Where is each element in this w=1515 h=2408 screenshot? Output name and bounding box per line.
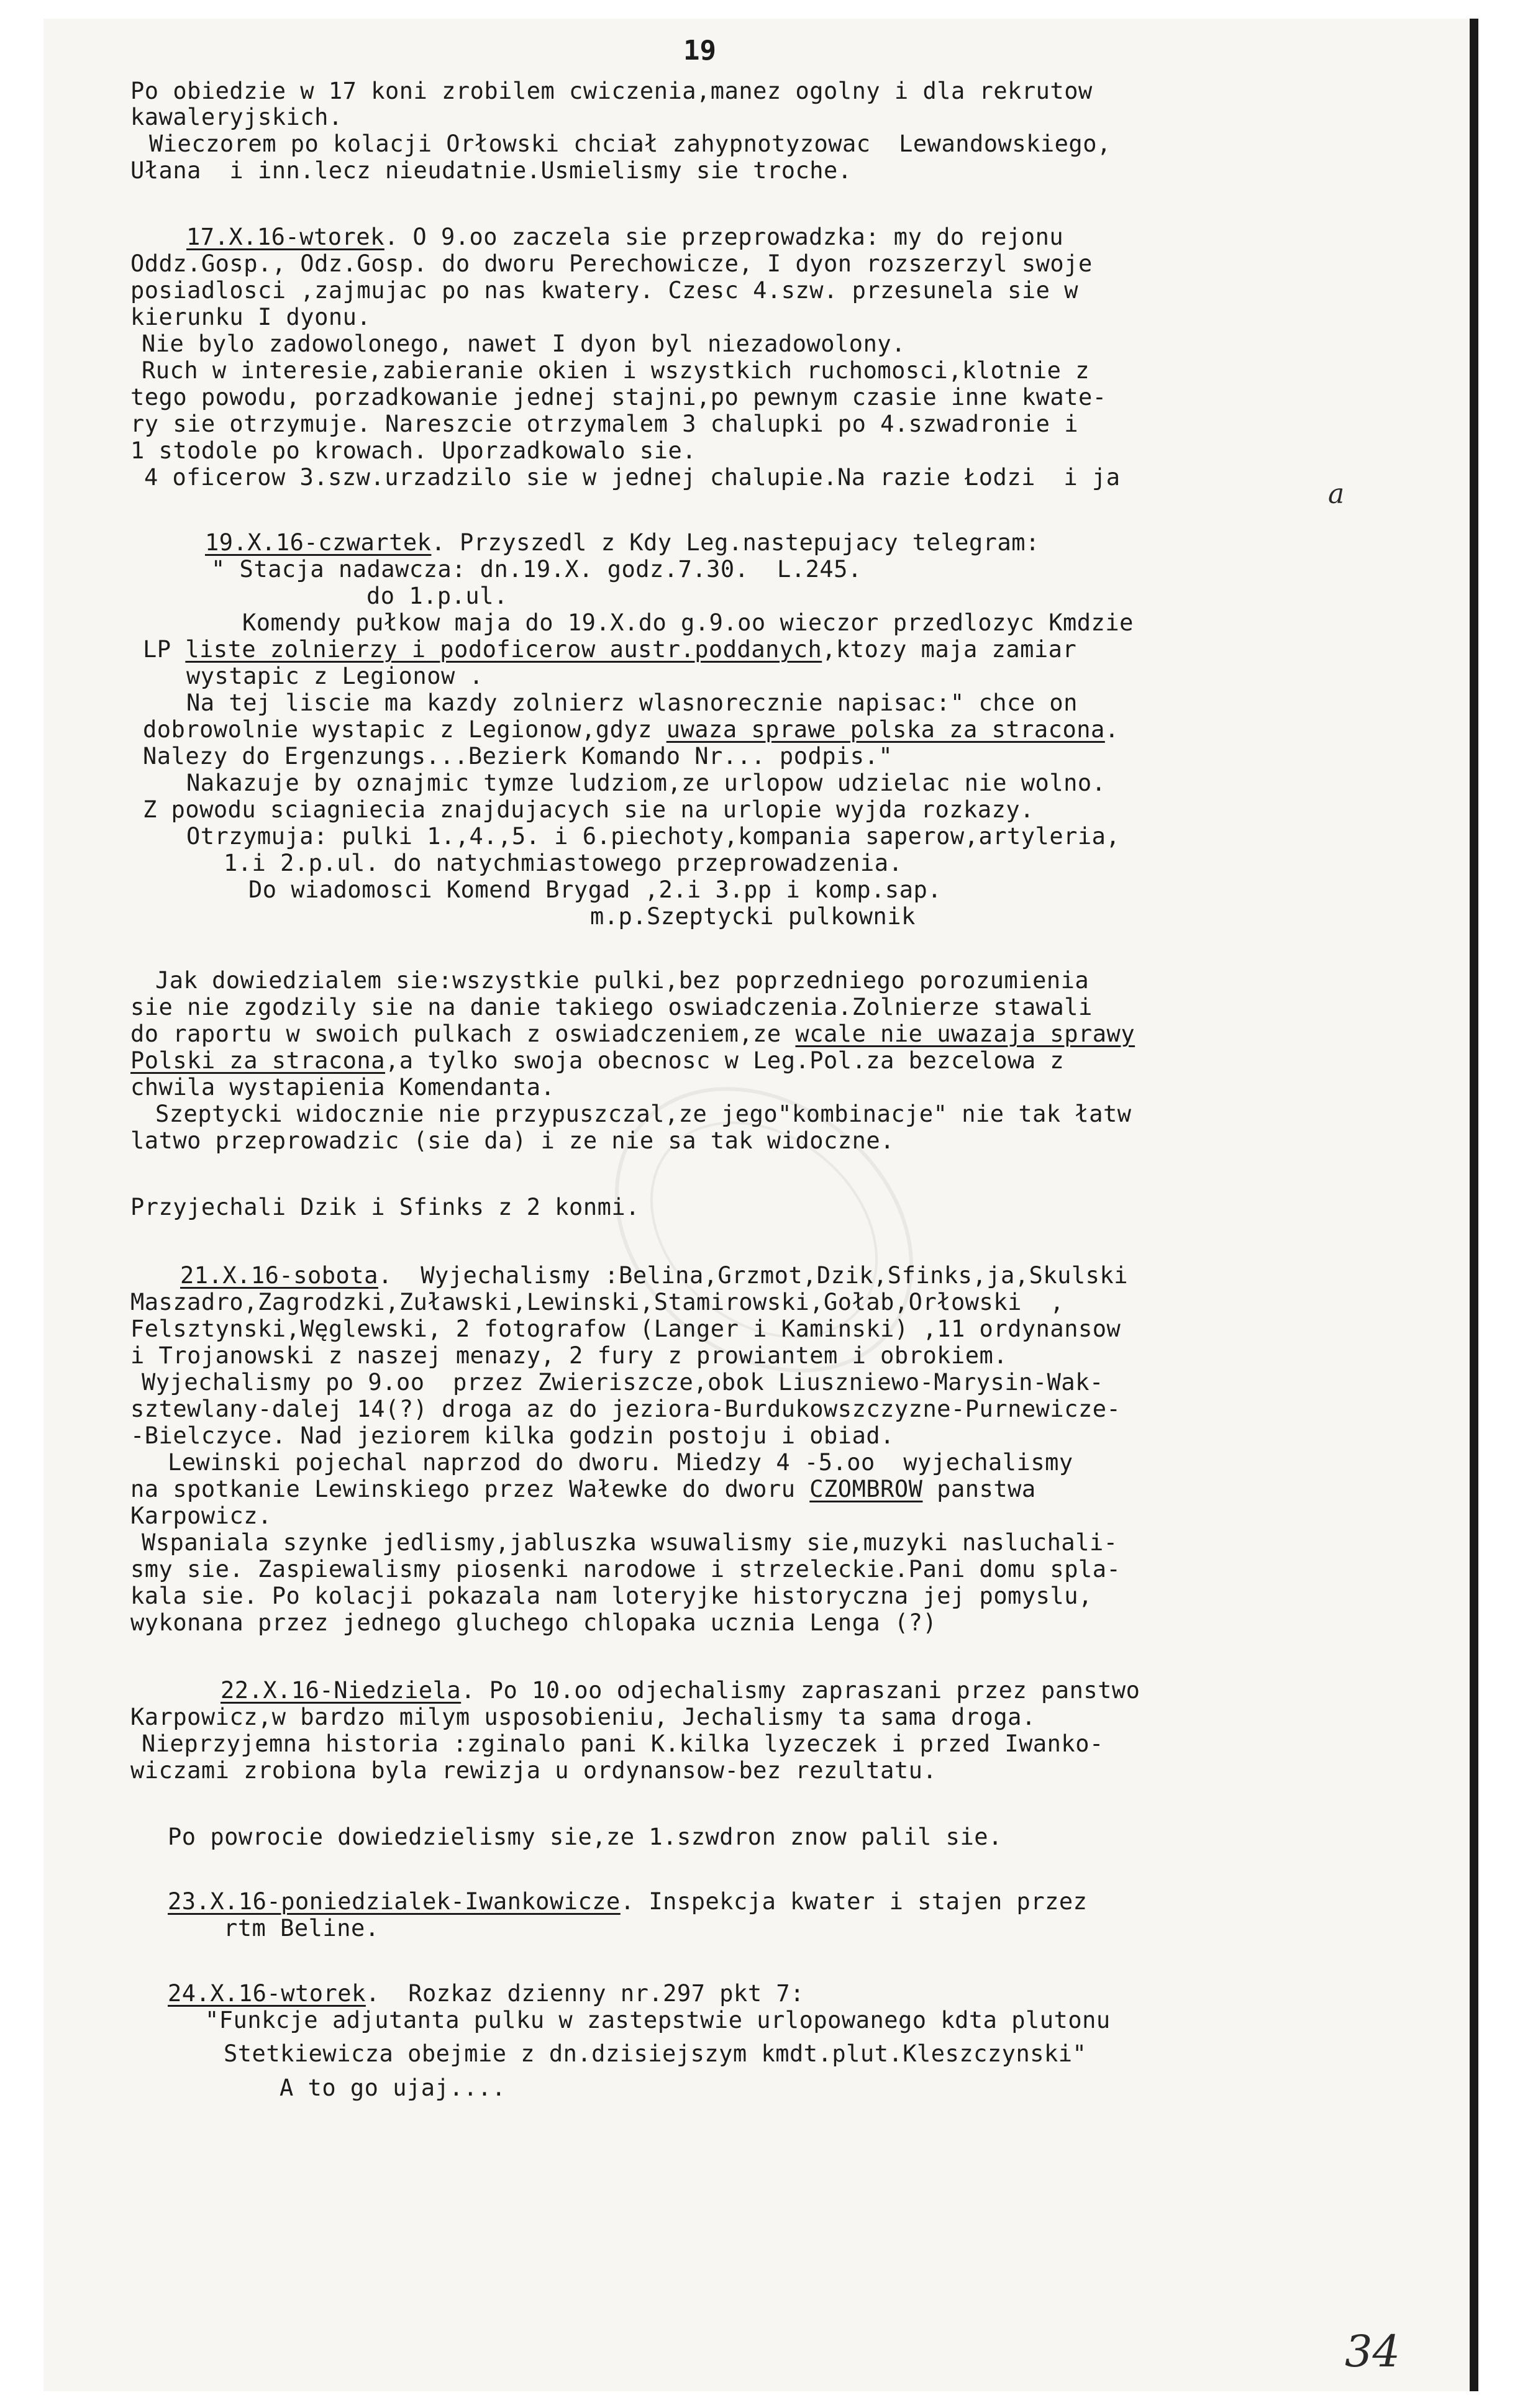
text-segment: do raportu w swoich pulkach z oswiadczeniem,ze	[130, 1020, 796, 1047]
text-segment: dobrowolnie wystapic z Legionow,gdyz	[143, 716, 667, 743]
text-segment: Po obiedzie w 17 koni zrobilem cwiczenia,manez ogolny i dla rekrutow	[130, 78, 1093, 104]
text-line	[168, 1888, 1087, 1915]
text-segment: Wieczorem po kolacji Orłowski chciał zahypnotyzowac Lewandowskiego,	[149, 130, 1111, 157]
text-segment: . Po 10.oo odjechalismy zapraszani przez panstwo	[461, 1677, 1140, 1704]
text-line	[180, 1262, 1128, 1289]
underlined-text: 17.X.16-wtorek	[186, 224, 384, 250]
handwritten-archive-number: 34	[1345, 2326, 1401, 2377]
text-segment: Po powrocie dowiedzielismy sie,ze 1.szwdron znow palil sie.	[168, 1824, 1003, 1850]
underlined-text: uwaza sprawe polska za stracona	[666, 716, 1105, 743]
text-segment: 1 stodole po krowach. Uporzadkowalo sie.	[130, 437, 697, 464]
text-line	[211, 556, 862, 583]
text-segment: Nie bylo zadowolonego, nawet I dyon byl niezadowolony.	[142, 330, 906, 357]
text-line	[186, 224, 1063, 251]
text-segment: latwo przeprowadzic (sie da) i ze nie sa tak widoczne.	[130, 1127, 894, 1154]
text-line	[143, 743, 893, 770]
page-number: 19	[683, 35, 716, 66]
text-line	[130, 1194, 640, 1221]
text-line	[155, 967, 1089, 994]
text-line	[130, 104, 343, 131]
text-line	[130, 250, 1093, 278]
text-segment: posiadlosci ,zajmujac po nas kwatery. Czesc 4.szw. przesunela sie w	[130, 277, 1078, 304]
underlined-text: 19.X.16-czwartek	[205, 529, 432, 556]
text-line	[143, 716, 1119, 743]
text-segment: Karpowicz,w bardzo milym usposobieniu, Jechalismy ta sama droga.	[130, 1704, 1036, 1730]
underlined-text: wcale nie uwazaja sprawy	[795, 1020, 1135, 1047]
text-line	[142, 357, 1090, 384]
text-segment: do 1.p.ul.	[366, 583, 508, 609]
text-segment: wystapic z Legionow .	[186, 663, 484, 689]
text-segment: LP	[143, 636, 186, 663]
text-segment: Karpowicz.	[130, 1502, 272, 1529]
text-line	[590, 903, 916, 930]
text-line	[130, 78, 1093, 105]
text-segment: . O 9.oo zaczela sie przeprowadzka: my do rejonu	[384, 224, 1064, 250]
text-segment: Z powodu sciagniecia znajdujacych sie na urlopie wyjda rozkazy.	[143, 796, 1034, 823]
text-segment: sie nie zgodzily sie na danie takiego oswiadczenia.Zolnierze stawali	[130, 994, 1093, 1020]
text-line	[155, 1101, 1132, 1128]
text-segment: sztewlany-dalej 14(?) droga az do jeziora-Burdukowszczyzne-Purnewicze-	[130, 1396, 1121, 1422]
text-segment: . Rozkaz dzienny nr.297 pkt 7:	[365, 1980, 804, 2007]
text-line	[186, 689, 1078, 717]
text-segment: smy sie. Zaspiewalismy piosenki narodowe i strzeleckie.Pani domu spla-	[130, 1556, 1121, 1583]
text-segment: . Inspekcja kwater i stajen przez	[620, 1888, 1088, 1915]
text-segment: Nakazuje by oznajmic tymze ludziom,ze urlopow udzielac nie wolno.	[186, 770, 1106, 796]
text-line	[224, 1915, 380, 1942]
text-segment: Wspaniala szynke jedlismy,jabluszka wsuwalismy sie,muzyki nasluchali-	[142, 1529, 1118, 1556]
text-line	[221, 1677, 1140, 1704]
text-line	[186, 770, 1106, 797]
text-line	[130, 384, 1107, 411]
text-segment: Stetkiewicza obejmie z dn.dzisiejszym kmdt.plut.Kleszczynski"	[224, 2040, 1087, 2067]
text-segment: A to go ujaj....	[280, 2074, 506, 2101]
text-line	[143, 636, 1076, 663]
text-line	[130, 1396, 1121, 1423]
text-segment: Nieprzyjemna historia :zginalo pani K.kilka lyzeczek i przed Iwanko-	[142, 1730, 1104, 1757]
text-line	[248, 876, 942, 904]
text-segment: Nalezy do Ergenzungs...Bezierk Komando Nr... podpis."	[143, 743, 893, 770]
underlined-text: 24.X.16-wtorek	[168, 1980, 366, 2007]
text-line	[143, 796, 1034, 824]
text-line	[205, 529, 1040, 557]
text-segment: Szeptycki widocznie nie przypuszczal,ze jego"kombinacje" nie tak łatw	[155, 1101, 1132, 1127]
text-line	[130, 1342, 1008, 1370]
text-line	[130, 304, 371, 331]
text-segment: ,ktozy maja zamiar	[822, 636, 1077, 663]
underlined-text: 23.X.16-poniedzialek-Iwankowicze	[168, 1888, 621, 1915]
text-segment: Ruch w interesie,zabieranie okien i wszystkich ruchomosci,klotnie z	[142, 357, 1090, 384]
text-segment: .	[1104, 716, 1119, 743]
text-line	[130, 1127, 894, 1155]
text-line	[224, 2040, 1086, 2068]
text-segment: 1.i 2.p.ul. do natychmiastowego przeprowadzenia.	[224, 850, 903, 876]
text-segment: tego powodu, porzadkowanie jednej stajni,po pewnym czasie inne kwate-	[130, 384, 1107, 411]
text-line	[130, 1289, 1064, 1316]
text-line	[130, 1422, 894, 1450]
text-segment: Maszadro,Zagrodzki,Zuławski,Lewinski,Stamirowski,Gołab,Orłowski ,	[130, 1289, 1065, 1315]
text-line	[186, 663, 483, 690]
text-segment: ,a tylko swoja obecnosc w Leg.Pol.za bezcelowa z	[384, 1047, 1065, 1074]
underlined-text: CZOMBROW	[809, 1476, 923, 1502]
text-line	[130, 1583, 1093, 1610]
underlined-text: 22.X.16-Niedziela	[221, 1677, 462, 1704]
text-line	[142, 1730, 1104, 1758]
text-line	[168, 1824, 1003, 1851]
text-line	[130, 1020, 1135, 1048]
text-line	[130, 1609, 937, 1637]
underlined-text: 21.X.16-sobota	[180, 1262, 378, 1289]
text-line	[130, 1476, 1036, 1503]
text-segment: Wyjechalismy po 9.oo przez Zwieriszcze,obok Liuszniewo-Marysin-Wak-	[142, 1369, 1104, 1396]
text-segment: Otrzymuja: pulki 1.,4.,5. i 6.piechoty,kompania saperow,artyleria,	[186, 823, 1121, 850]
text-segment: rtm Beline.	[224, 1915, 380, 1942]
text-segment: i Trojanowski z naszej menazy, 2 fury z prowiantem i obrokiem.	[130, 1342, 1008, 1369]
text-segment: Do wiadomosci Komend Brygad ,2.i 3.pp i komp.sap.	[248, 876, 942, 903]
text-segment: "Funkcje adjutanta pulku w zastepstwie urlopowanego kdta plutonu	[205, 2007, 1111, 2033]
text-line	[130, 1556, 1121, 1583]
text-segment: Komendy pułkow maja do 19.X.do g.9.oo wieczor przedlozyc Kmdzie	[242, 609, 1134, 636]
text-segment: Ułana i inn.lecz nieudatnie.Usmielismy sie troche.	[130, 157, 852, 184]
text-line	[130, 1502, 272, 1530]
text-segment: -Bielczyce. Nad jeziorem kilka godzin postoju i obiad.	[130, 1422, 894, 1449]
document-page	[43, 19, 1478, 2391]
text-line	[280, 2074, 506, 2102]
text-segment: kierunku I dyonu.	[130, 304, 371, 330]
text-line	[130, 1047, 1064, 1075]
text-line	[130, 994, 1093, 1021]
text-segment: 4 oficerow 3.szw.urzadzilo sie w jednej chalupie.Na razie Łodzi i ja	[144, 464, 1121, 491]
text-line	[149, 130, 1111, 158]
text-line	[142, 1369, 1104, 1396]
text-line	[144, 464, 1121, 491]
text-segment: panstwa	[922, 1476, 1036, 1502]
text-line	[142, 1529, 1118, 1556]
text-segment: Przyjechali Dzik i Sfinks z 2 konmi.	[130, 1194, 640, 1220]
text-segment: Oddz.Gosp., Odz.Gosp. do dworu Perechowicze, I dyon rozszerzyl swoje	[130, 250, 1093, 277]
text-line	[168, 1449, 1073, 1476]
text-segment: Felsztynski,Węglewski, 2 fotografow (Langer i Kaminski) ,11 ordynansow	[130, 1315, 1121, 1342]
underlined-text: Polski za stracona	[130, 1047, 385, 1074]
text-line	[130, 1704, 1036, 1731]
text-line	[205, 2007, 1111, 2034]
text-segment: Na tej liscie ma kazdy zolnierz wlasnorecznie napisac:" chce on	[186, 689, 1078, 716]
handwritten-correction-mark: a	[1328, 478, 1345, 510]
text-line	[130, 277, 1078, 304]
text-segment: chwila wystapienia Komendanta.	[130, 1074, 555, 1101]
text-segment: wiczami zrobiona byla rewizja u ordynansow-bez rezultatu.	[130, 1757, 937, 1784]
text-segment: kala sie. Po kolacji pokazala nam loteryjke historyczna jej pomyslu,	[130, 1583, 1093, 1609]
text-line	[130, 411, 1078, 438]
text-segment: ry sie otrzymuje. Nareszcie otrzymalem 3 chalupki po 4.szwadronie i	[130, 411, 1078, 437]
text-line	[168, 1980, 804, 2007]
text-segment: na spotkanie Lewinskiego przez Wałewke do dworu	[130, 1476, 810, 1502]
text-segment: kawaleryjskich.	[130, 104, 343, 130]
text-segment: m.p.Szeptycki pulkownik	[590, 903, 916, 930]
scan-edge	[1470, 19, 1478, 2391]
underlined-text: liste zolnierzy i podoficerow austr.poddanych	[185, 636, 822, 663]
text-segment: Jak dowiedzialem sie:wszystkie pulki,bez poprzedniego porozumienia	[155, 967, 1090, 994]
text-line	[186, 823, 1120, 850]
text-line	[142, 330, 906, 358]
text-line	[366, 583, 508, 610]
text-line	[224, 850, 903, 877]
text-segment: . Wyjechalismy :Belina,Grzmot,Dzik,Sfinks,ja,Skulski	[378, 1262, 1128, 1289]
text-line	[242, 609, 1134, 637]
text-line	[130, 1315, 1121, 1343]
text-segment: . Przyszedl z Kdy Leg.nastepujacy telegram:	[431, 529, 1040, 556]
text-segment: " Stacja nadawcza: dn.19.X. godz.7.30. L.245.	[211, 556, 862, 583]
text-segment: wykonana przez jednego gluchego chlopaka ucznia Lenga (?)	[130, 1609, 937, 1636]
text-segment: Lewinski pojechal naprzod do dworu. Miedzy 4 -5.oo wyjechalismy	[168, 1449, 1073, 1476]
text-line	[130, 1757, 937, 1784]
text-line	[130, 157, 852, 184]
text-line	[130, 1074, 555, 1101]
text-line	[130, 437, 696, 465]
